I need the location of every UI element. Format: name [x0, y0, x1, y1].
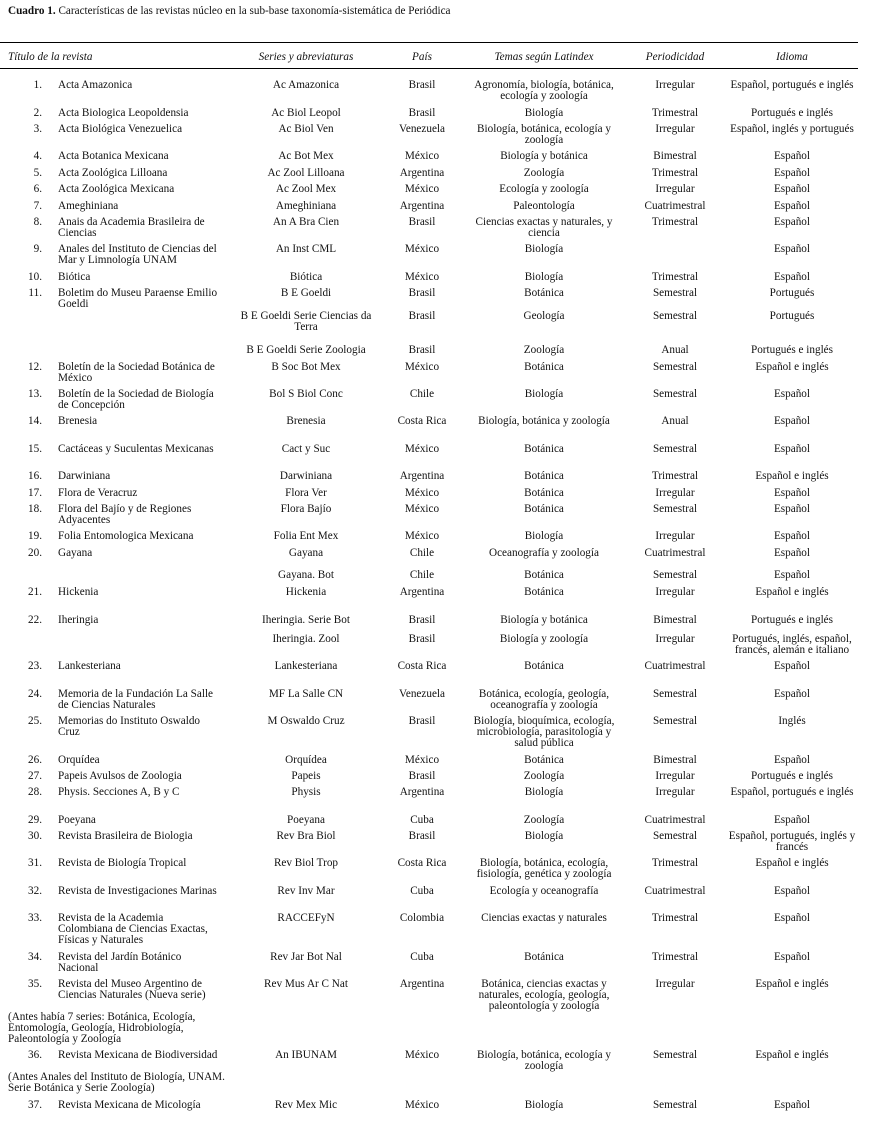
series-abbreviation-cell: Cact y Suc: [281, 443, 331, 455]
journal-title-cell: Folia Entomologica Mexicana: [58, 530, 194, 542]
periodicity-cell: Semestral: [652, 715, 698, 727]
language-cell: Español: [773, 200, 811, 212]
row-number-cell: 32.: [28, 885, 42, 897]
series-abbreviation-cell: Ac Biol Ven: [278, 123, 334, 135]
periodicity-cell: Semestral: [652, 287, 698, 299]
journal-title-cell: Acta Botanica Mexicana: [58, 150, 169, 162]
topics-cell: Biología: [524, 388, 564, 400]
journal-title-cell: Anais da Academia Brasileira de Ciencias: [58, 216, 205, 239]
series-abbreviation-cell: B E Goeldi Serie Zoologia: [246, 344, 366, 356]
language-cell: Español: [773, 415, 811, 427]
topics-cell: Botánica: [524, 586, 564, 598]
journal-title-cell: Acta Biologica Leopoldensia: [58, 107, 189, 119]
journal-title-cell: Revista Mexicana de Micología: [58, 1099, 201, 1111]
series-abbreviation-cell: Darwiniana: [279, 470, 333, 482]
topics-cell: Botánica, ecología, geología, oceanografía y zoología: [478, 688, 610, 711]
country-cell: Cuba: [410, 814, 434, 826]
country-cell: Venezuela: [399, 123, 445, 135]
topics-cell: Biología, botánica, ecología y zoología: [477, 123, 611, 146]
language-cell: Español: [773, 183, 811, 195]
language-cell: Español: [773, 243, 811, 255]
header-language: Idioma: [776, 51, 808, 63]
journal-title-cell: Acta Zoológica Mexicana: [58, 183, 175, 195]
series-abbreviation-cell: Hickenia: [285, 586, 327, 598]
periodicity-cell: Irregular: [655, 530, 695, 542]
periodicity-cell: Irregular: [655, 770, 695, 782]
country-cell: Brasil: [408, 770, 436, 782]
row-number-cell: 37.: [28, 1099, 42, 1111]
row-note: (Antes había 7 series: Botánica, Ecología, Entomología, Geología, Hidrobiología, Paleontología y Zoología: [8, 1011, 196, 1045]
series-abbreviation-cell: Gayana: [288, 547, 324, 559]
topics-cell: Botánica: [524, 951, 564, 963]
journal-title-cell: Flora de Veracruz: [58, 487, 138, 499]
country-cell: México: [404, 503, 440, 515]
country-cell: Chile: [409, 547, 435, 559]
row-number-cell: 11.: [28, 287, 42, 299]
country-cell: Brasil: [408, 614, 436, 626]
periodicity-cell: Cuatrimestral: [644, 200, 706, 212]
periodicity-cell: Irregular: [655, 586, 695, 598]
series-abbreviation-cell: Rev Mex Mic: [274, 1099, 338, 1111]
row-number-cell: 10.: [28, 271, 42, 283]
topics-cell: Biología: [524, 243, 564, 255]
periodicity-cell: Cuatrimestral: [644, 885, 706, 897]
row-number-cell: 27.: [28, 770, 42, 782]
series-abbreviation-cell: Rev Jar Bot Nal: [270, 951, 342, 963]
language-cell: Español: [773, 216, 811, 228]
periodicity-cell: Cuatrimestral: [644, 814, 706, 826]
row-number-cell: 7.: [33, 200, 42, 212]
topics-cell: Ciencias exactas y naturales: [481, 912, 607, 924]
row-number-cell: 29.: [28, 814, 42, 826]
country-cell: Brasil: [408, 79, 436, 91]
topics-cell: Paleontología: [513, 200, 575, 212]
journal-title-cell: Memorias do Instituto Oswaldo Cruz: [58, 715, 201, 738]
topics-cell: Geología: [523, 310, 565, 322]
language-cell: Portugués e inglés: [750, 344, 834, 356]
journal-title-cell: Brenesia: [58, 415, 98, 427]
language-cell: Español e inglés: [755, 978, 829, 990]
series-abbreviation-cell: Biótica: [289, 271, 323, 283]
series-abbreviation-cell: Ameghiniana: [275, 200, 337, 212]
country-cell: Argentina: [399, 167, 445, 179]
row-number-cell: 4.: [33, 150, 42, 162]
journal-title-cell: Darwiniana: [58, 470, 111, 482]
topics-cell: Zoología: [523, 167, 565, 179]
row-number-cell: 18.: [28, 503, 42, 515]
row-number-cell: 14.: [28, 415, 42, 427]
periodicity-cell: Irregular: [655, 633, 695, 645]
row-number-cell: 30.: [28, 830, 42, 842]
series-abbreviation-cell: An IBUNAM: [275, 1049, 337, 1061]
language-cell: Portugués, inglés, español, francés, alemán e italiano: [732, 633, 852, 656]
periodicity-cell: Trimestral: [651, 167, 699, 179]
country-cell: Chile: [409, 388, 435, 400]
language-cell: Español: [773, 167, 811, 179]
country-cell: México: [404, 487, 440, 499]
topics-cell: Botánica: [524, 754, 564, 766]
topics-cell: Biología: [524, 530, 564, 542]
language-cell: Español: [773, 388, 811, 400]
country-cell: México: [404, 754, 440, 766]
row-number-cell: 33.: [28, 912, 42, 924]
topics-cell: Agronomía, biología, botánica, ecología y zoología: [474, 79, 614, 102]
series-abbreviation-cell: Poeyana: [287, 814, 325, 826]
language-cell: Español: [773, 814, 811, 826]
row-number-cell: 21.: [28, 586, 42, 598]
series-abbreviation-cell: Orquídea: [285, 754, 327, 766]
journal-title-cell: Biótica: [58, 271, 91, 283]
journal-title-cell: Lankesteriana: [58, 660, 121, 672]
language-cell: Español: [773, 688, 811, 700]
series-abbreviation-cell: Ac Zool Lilloana: [267, 167, 345, 179]
row-number-cell: 2.: [33, 107, 42, 119]
country-cell: México: [404, 443, 440, 455]
series-abbreviation-cell: Rev Bra Biol: [276, 830, 336, 842]
language-cell: Español: [773, 530, 811, 542]
country-cell: México: [404, 150, 440, 162]
series-abbreviation-cell: M Oswaldo Cruz: [267, 715, 345, 727]
row-number-cell: 12.: [28, 361, 42, 373]
row-number-cell: 35.: [28, 978, 42, 990]
language-cell: Español e inglés: [755, 586, 829, 598]
country-cell: Argentina: [399, 470, 445, 482]
row-number-cell: 25.: [28, 715, 42, 727]
country-cell: México: [404, 1049, 440, 1061]
language-cell: Español: [773, 547, 811, 559]
country-cell: México: [404, 361, 440, 373]
country-cell: Brasil: [408, 287, 436, 299]
header-topics: Temas según Latindex: [494, 51, 594, 63]
journal-title-cell: Poeyana: [58, 814, 96, 826]
periodicity-cell: Irregular: [655, 79, 695, 91]
country-cell: Brasil: [408, 107, 436, 119]
topics-cell: Biología y botánica: [500, 150, 588, 162]
journal-title-cell: Acta Biológica Venezuelica: [58, 123, 183, 135]
language-cell: Español, portugués e inglés: [730, 79, 854, 91]
topics-cell: Biología, botánica y zoología: [478, 415, 610, 427]
row-number-cell: 26.: [28, 754, 42, 766]
periodicity-cell: Semestral: [652, 830, 698, 842]
row-note: (Antes Anales del Instituto de Biología, UNAM. Serie Botánica y Serie Zoología): [8, 1071, 225, 1094]
language-cell: Portugués: [769, 287, 815, 299]
row-number-cell: 1.: [33, 79, 42, 91]
periodicity-cell: Irregular: [655, 978, 695, 990]
series-abbreviation-cell: RACCEFyN: [277, 912, 335, 924]
journal-title-cell: Hickenia: [58, 586, 99, 598]
periodicity-cell: Irregular: [655, 123, 695, 135]
journal-title-cell: Orquídea: [58, 754, 100, 766]
topics-cell: Biología y zoología: [499, 633, 589, 645]
periodicity-cell: Semestral: [652, 688, 698, 700]
topics-cell: Biología: [524, 271, 564, 283]
caption-text: Características de las revistas núcleo en la sub-base taxonomía-sistemática de Periódica: [58, 5, 451, 17]
journal-title-cell: Ameghiniana: [58, 200, 119, 212]
country-cell: Brasil: [408, 344, 436, 356]
series-abbreviation-cell: Rev Biol Trop: [273, 857, 339, 869]
periodicity-cell: Semestral: [652, 443, 698, 455]
periodicity-cell: Trimestral: [651, 271, 699, 283]
language-cell: Español e inglés: [755, 857, 829, 869]
row-number-cell: 23.: [28, 660, 42, 672]
periodicity-cell: Irregular: [655, 786, 695, 798]
series-abbreviation-cell: Flora Bajío: [280, 503, 332, 515]
language-cell: Español, portugués e inglés: [730, 786, 854, 798]
topics-cell: Biología, bioquímica, ecología, microbiología, parasitología y salud pública: [473, 715, 615, 749]
periodicity-cell: Anual: [661, 415, 689, 427]
row-number-cell: 3.: [33, 123, 42, 135]
series-abbreviation-cell: Rev Inv Mar: [277, 885, 335, 897]
periodicity-cell: Semestral: [652, 1049, 698, 1061]
country-cell: México: [404, 243, 440, 255]
periodicity-cell: Trimestral: [651, 107, 699, 119]
row-number-cell: 22.: [28, 614, 42, 626]
periodicity-cell: Trimestral: [651, 216, 699, 228]
header-title: Título de la revista: [8, 51, 93, 63]
periodicity-cell: Bimestral: [653, 614, 697, 626]
language-cell: Español: [773, 271, 811, 283]
journal-title-cell: Boletín de la Sociedad de Biología de Concepción: [58, 388, 214, 411]
topics-cell: Biología: [524, 786, 564, 798]
language-cell: Portugués: [769, 310, 815, 322]
language-cell: Español: [773, 487, 811, 499]
series-abbreviation-cell: Ac Zool Mex: [275, 183, 337, 195]
language-cell: Español e inglés: [755, 470, 829, 482]
language-cell: Español e inglés: [755, 361, 829, 373]
periodicity-cell: Trimestral: [651, 912, 699, 924]
country-cell: Argentina: [399, 786, 445, 798]
topics-cell: Botánica: [524, 443, 564, 455]
periodicity-cell: Semestral: [652, 569, 698, 581]
topics-cell: Biología, botánica, ecología, fisiología, genética y zoología: [476, 857, 612, 880]
row-number-cell: 13.: [28, 388, 42, 400]
series-abbreviation-cell: Ac Bot Mex: [278, 150, 334, 162]
country-cell: México: [404, 271, 440, 283]
journal-title-cell: Boletín de la Sociedad Botánica de México: [58, 361, 215, 384]
header-series: Series y abreviaturas: [258, 51, 354, 63]
country-cell: Venezuela: [399, 688, 445, 700]
series-abbreviation-cell: Brenesia: [286, 415, 326, 427]
journal-title-cell: Iheringia: [58, 614, 99, 626]
row-number-cell: 15.: [28, 443, 42, 455]
journal-title-cell: Revista del Jardín Botánico Nacional: [58, 951, 182, 974]
periodicity-cell: Semestral: [652, 361, 698, 373]
country-cell: Argentina: [399, 200, 445, 212]
country-cell: Chile: [409, 569, 435, 581]
series-abbreviation-cell: Folia Ent Mex: [273, 530, 339, 542]
language-cell: Español: [773, 503, 811, 515]
language-cell: Español: [773, 660, 811, 672]
journal-title-cell: Papeis Avulsos de Zoologia: [58, 770, 182, 782]
topics-cell: Zoología: [523, 344, 565, 356]
periodicity-cell: Bimestral: [653, 150, 697, 162]
language-cell: Español: [773, 754, 811, 766]
country-cell: Costa Rica: [397, 660, 447, 672]
row-number-cell: 28.: [28, 786, 42, 798]
row-number-cell: 9.: [33, 243, 42, 255]
language-cell: Español: [773, 885, 811, 897]
series-abbreviation-cell: Lankesteriana: [274, 660, 338, 672]
topics-cell: Zoología: [523, 770, 565, 782]
language-cell: Portugués e inglés: [750, 614, 834, 626]
journal-title-cell: Revista Brasileira de Biologia: [58, 830, 193, 842]
periodicity-cell: Trimestral: [651, 857, 699, 869]
row-number-cell: 6.: [33, 183, 42, 195]
topics-cell: Zoología: [523, 814, 565, 826]
row-number-cell: 36.: [28, 1049, 42, 1061]
periodicity-cell: Semestral: [652, 503, 698, 515]
country-cell: Brasil: [408, 310, 436, 322]
journal-title-cell: Memoria de la Fundación La Salle de Ciencias Naturales: [58, 688, 214, 711]
topics-cell: Ciencias exactas y naturales, y ciencia: [475, 216, 613, 239]
topics-cell: Botánica: [524, 470, 564, 482]
journal-title-cell: Flora del Bajío y de Regiones Adyacentes: [58, 503, 192, 526]
country-cell: Brasil: [408, 216, 436, 228]
series-abbreviation-cell: Physis: [291, 786, 321, 798]
journal-title-cell: Anales del Instituto de Ciencias del Mar y Limnología UNAM: [58, 243, 217, 266]
journal-title-cell: Physis. Secciones A, B y C: [58, 786, 180, 798]
journal-title-cell: Revista Mexicana de Biodiversidad: [58, 1049, 218, 1061]
topics-cell: Botánica, ciencias exactas y naturales, ecología, geología, paleontología y zoología: [478, 978, 610, 1012]
periodicity-cell: Cuatrimestral: [644, 660, 706, 672]
language-cell: Español, inglés y portugués: [730, 123, 854, 135]
journal-title-cell: Acta Amazonica: [58, 79, 133, 91]
series-abbreviation-cell: Flora Ver: [285, 487, 327, 499]
row-number-cell: 19.: [28, 530, 42, 542]
language-cell: Español: [773, 1099, 811, 1111]
topics-cell: Botánica: [524, 361, 564, 373]
language-cell: Español: [773, 150, 811, 162]
journal-title-cell: Revista de Biología Tropical: [58, 857, 187, 869]
language-cell: Portugués e inglés: [750, 770, 834, 782]
topics-cell: Biología: [524, 1099, 564, 1111]
row-number-cell: 34.: [28, 951, 42, 963]
row-number-cell: 17.: [28, 487, 42, 499]
series-abbreviation-cell: B Soc Bot Mex: [271, 361, 341, 373]
country-cell: Brasil: [408, 715, 436, 727]
periodicity-cell: Irregular: [655, 487, 695, 499]
row-number-cell: 24.: [28, 688, 42, 700]
country-cell: Brasil: [408, 830, 436, 842]
topics-cell: Botánica: [524, 569, 564, 581]
series-abbreviation-cell: An Inst CML: [275, 243, 337, 255]
country-cell: Costa Rica: [397, 857, 447, 869]
topics-cell: Oceanografía y zoología: [489, 547, 599, 559]
periodicity-cell: Semestral: [652, 388, 698, 400]
language-cell: Español: [773, 569, 811, 581]
topics-cell: Botánica: [524, 487, 564, 499]
periodicity-cell: Cuatrimestral: [644, 547, 706, 559]
journal-title-cell: Gayana: [58, 547, 93, 559]
topics-cell: Biología: [524, 830, 564, 842]
series-abbreviation-cell: Iheringia. Serie Bot: [262, 614, 350, 626]
journal-title-cell: Boletim do Museu Paraense Emilio Goeldi: [58, 287, 218, 310]
country-cell: Brasil: [408, 633, 436, 645]
row-number-cell: 31.: [28, 857, 42, 869]
journal-title-cell: Cactáceas y Suculentas Mexicanas: [58, 443, 214, 455]
topics-cell: Ecología y zoología: [499, 183, 589, 195]
series-abbreviation-cell: An A Bra Cien: [272, 216, 340, 228]
header-periodicity: Periodicidad: [645, 51, 705, 63]
journal-title-cell: Revista del Museo Argentino de Ciencias Naturales (Nueva serie): [58, 978, 206, 1001]
country-cell: Colombia: [399, 912, 445, 924]
row-number-cell: 20.: [28, 547, 42, 559]
row-number-cell: 5.: [33, 167, 42, 179]
topics-cell: Biología y botánica: [500, 614, 588, 626]
country-cell: México: [404, 1099, 440, 1111]
header-country: País: [412, 51, 432, 63]
language-cell: Español e inglés: [755, 1049, 829, 1061]
country-cell: Argentina: [399, 978, 445, 990]
country-cell: México: [404, 530, 440, 542]
language-cell: Inglés: [778, 715, 806, 727]
topics-cell: Botánica: [524, 503, 564, 515]
series-abbreviation-cell: Rev Mus Ar C Nat: [264, 978, 348, 990]
language-cell: Portugués e inglés: [750, 107, 834, 119]
series-abbreviation-cell: B E Goeldi: [280, 287, 332, 299]
language-cell: Español: [773, 951, 811, 963]
language-cell: Español: [773, 912, 811, 924]
row-number-cell: 16.: [28, 470, 42, 482]
series-abbreviation-cell: B E Goeldi Serie Ciencias da Terra: [240, 310, 372, 333]
journal-title-cell: Acta Zoológica Lilloana: [58, 167, 168, 179]
series-abbreviation-cell: Iheringia. Zool: [272, 633, 340, 645]
series-abbreviation-cell: Papeis: [291, 770, 321, 782]
row-number-cell: 8.: [33, 216, 42, 228]
series-abbreviation-cell: Bol S Biol Conc: [269, 388, 343, 400]
language-cell: Español, portugués, inglés y francés: [728, 830, 856, 853]
series-abbreviation-cell: Gayana. Bot: [278, 569, 334, 581]
country-cell: Cuba: [410, 885, 434, 897]
periodicity-cell: Trimestral: [651, 470, 699, 482]
series-abbreviation-cell: MF La Salle CN: [268, 688, 344, 700]
topics-cell: Biología: [524, 107, 564, 119]
topics-cell: Botánica: [524, 287, 564, 299]
country-cell: Argentina: [399, 586, 445, 598]
series-abbreviation-cell: Ac Biol Leopol: [271, 107, 341, 119]
periodicity-cell: Semestral: [652, 1099, 698, 1111]
topics-cell: Botánica: [524, 660, 564, 672]
periodicity-cell: Semestral: [652, 310, 698, 322]
topics-cell: Biología, botánica, ecología y zoología: [477, 1049, 611, 1072]
series-abbreviation-cell: Ac Amazonica: [272, 79, 340, 91]
journal-title-cell: Revista de la Academia Colombiana de Ciencias Exactas, Físicas y Naturales: [58, 912, 208, 946]
periodicity-cell: Irregular: [655, 183, 695, 195]
country-cell: Cuba: [410, 951, 434, 963]
periodicity-cell: Anual: [661, 344, 689, 356]
country-cell: México: [404, 183, 440, 195]
caption-label: Cuadro 1.: [8, 5, 56, 17]
journal-title-cell: Revista de Investigaciones Marinas: [58, 885, 217, 897]
periodicity-cell: Bimestral: [653, 754, 697, 766]
periodicity-cell: Trimestral: [651, 951, 699, 963]
language-cell: Español: [773, 443, 811, 455]
topics-cell: Ecología y oceanografía: [489, 885, 599, 897]
country-cell: Costa Rica: [397, 415, 447, 427]
